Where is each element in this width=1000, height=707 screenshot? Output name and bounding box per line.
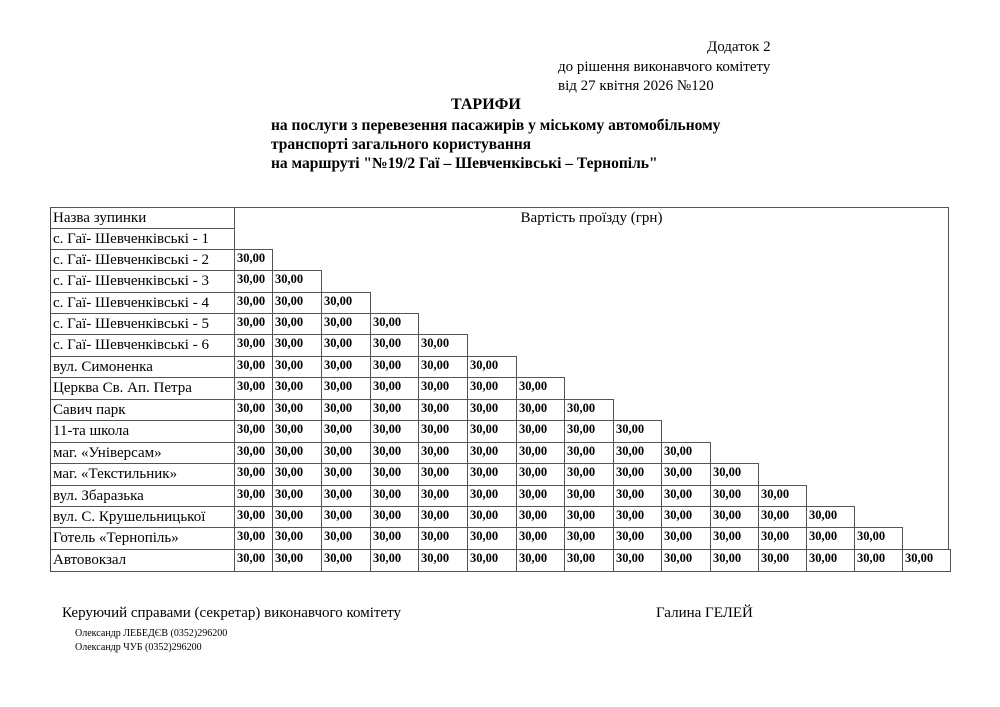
fare-cell: 30,00 — [661, 549, 711, 572]
stop-name-cell — [50, 334, 235, 357]
fare-cell: 30,00 — [234, 377, 273, 400]
fare-cell: 30,00 — [418, 549, 468, 572]
fare-cell: 30,00 — [234, 549, 273, 572]
stop-name: Церква Св. Ап. Петра — [53, 380, 192, 396]
stop-name-cell — [50, 377, 235, 400]
document-title: ТАРИФИ — [451, 96, 521, 113]
fare-cell: 30,00 — [234, 527, 273, 550]
fare-cell: 30,00 — [234, 485, 273, 507]
fare-cell: 30,00 — [418, 485, 468, 507]
fare-cell: 30,00 — [516, 506, 565, 528]
fare-cell: 30,00 — [272, 442, 322, 464]
fare-cell: 30,00 — [321, 356, 371, 378]
subtitle-line-1: на послуги з перевезення пасажирів у міському автомобільному — [271, 117, 721, 134]
stop-name: маг. «Текстильник» — [53, 466, 178, 482]
fare-cell: 30,00 — [564, 420, 614, 443]
fare-cell: 30,00 — [902, 549, 951, 572]
stop-name: вул. Симоненка — [53, 359, 153, 375]
stop-name: с. Гаї- Шевченківські - 5 — [53, 316, 209, 332]
fare-cell: 30,00 — [613, 549, 662, 572]
fare-cell: 30,00 — [710, 485, 759, 507]
fare-cell: 30,00 — [370, 334, 419, 357]
fare-cell: 30,00 — [370, 549, 419, 572]
fare-cell: 30,00 — [418, 356, 468, 378]
stop-name-cell — [50, 356, 235, 378]
fare-cell: 30,00 — [370, 485, 419, 507]
fare-cell: 30,00 — [516, 442, 565, 464]
fare-cell: 30,00 — [321, 527, 371, 550]
fare-cell: 30,00 — [661, 442, 711, 464]
fare-cell: 30,00 — [370, 420, 419, 443]
annex-decision: до рішення виконавчого комітету — [558, 59, 771, 75]
fare-cell: 30,00 — [710, 549, 759, 572]
stop-name: с. Гаї- Шевченківські - 2 — [53, 252, 209, 268]
fare-cell: 30,00 — [418, 420, 468, 443]
fare-cell: 30,00 — [272, 527, 322, 550]
fare-cell: 30,00 — [564, 485, 614, 507]
subtitle-line-2: транспорті загального користування — [271, 136, 532, 153]
fare-cell: 30,00 — [370, 399, 419, 421]
fare-cell: 30,00 — [418, 506, 468, 528]
fare-cell: 30,00 — [516, 399, 565, 421]
fare-cell: 30,00 — [758, 485, 807, 507]
annex-label: Додаток 2 — [707, 39, 771, 55]
fare-cell: 30,00 — [806, 549, 855, 572]
fare-cell: 30,00 — [418, 442, 468, 464]
fare-cell: 30,00 — [321, 485, 371, 507]
fare-cell: 30,00 — [234, 249, 273, 271]
fare-cell: 30,00 — [272, 356, 322, 378]
stop-name: с. Гаї- Шевченківські - 6 — [53, 337, 209, 353]
fare-cell: 30,00 — [613, 442, 662, 464]
stop-name-cell — [50, 399, 235, 421]
signatory-title: Керуючий справами (секретар) виконавчого комітету — [62, 605, 401, 621]
fare-cell: 30,00 — [661, 527, 711, 550]
fare-cell: 30,00 — [564, 399, 614, 421]
fare-cell: 30,00 — [272, 292, 322, 314]
fare-cell: 30,00 — [806, 506, 855, 528]
fare-cell: 30,00 — [321, 399, 371, 421]
fare-cell: 30,00 — [321, 313, 371, 335]
fare-cell: 30,00 — [613, 506, 662, 528]
stop-name: вул. Збаразька — [53, 488, 144, 504]
stop-name-cell — [50, 249, 235, 271]
stop-name: маг. «Універсам» — [53, 445, 162, 461]
column-header-fare — [234, 207, 949, 229]
fare-cell: 30,00 — [661, 463, 711, 486]
stop-name-cell — [50, 270, 235, 293]
contact-2: Олександр ЧУБ (0352)296200 — [75, 642, 202, 653]
fare-cell: 30,00 — [710, 506, 759, 528]
fare-cell: 30,00 — [234, 313, 273, 335]
fare-cell: 30,00 — [564, 463, 614, 486]
fare-cell: 30,00 — [370, 463, 419, 486]
fare-cell: 30,00 — [234, 270, 273, 293]
fare-cell: 30,00 — [234, 399, 273, 421]
fare-cell: 30,00 — [516, 485, 565, 507]
fare-cell: 30,00 — [564, 527, 614, 550]
fare-cell: 30,00 — [467, 356, 517, 378]
fare-cell: 30,00 — [272, 485, 322, 507]
stop-name-cell — [50, 549, 235, 572]
stop-name-cell — [50, 463, 235, 486]
stop-name: 11-та школа — [53, 423, 130, 439]
fare-cell: 30,00 — [234, 292, 273, 314]
fare-cell: 30,00 — [467, 485, 517, 507]
fare-cell: 30,00 — [321, 292, 371, 314]
fare-cell: 30,00 — [272, 399, 322, 421]
stop-name: Савич парк — [53, 402, 126, 418]
fare-cell: 30,00 — [321, 334, 371, 357]
fare-cell: 30,00 — [234, 420, 273, 443]
fare-cell: 30,00 — [272, 313, 322, 335]
fare-cell: 30,00 — [370, 377, 419, 400]
fare-cell: 30,00 — [516, 463, 565, 486]
stop-name: Автовокзал — [53, 552, 127, 568]
fare-cell: 30,00 — [661, 485, 711, 507]
fare-cell: 30,00 — [321, 377, 371, 400]
fare-cell: 30,00 — [758, 549, 807, 572]
fare-cell: 30,00 — [418, 463, 468, 486]
subtitle-line-3: на маршруті "№19/2 Гаї – Шевченківські – Тернопіль" — [271, 155, 658, 172]
fare-cell: 30,00 — [854, 527, 903, 550]
fare-cell: 30,00 — [234, 334, 273, 357]
fare-cell: 30,00 — [613, 463, 662, 486]
fare-cell: 30,00 — [234, 506, 273, 528]
fare-cell: 30,00 — [516, 420, 565, 443]
fare-cell: 30,00 — [272, 420, 322, 443]
fare-cell: 30,00 — [370, 506, 419, 528]
fare-cell: 30,00 — [272, 334, 322, 357]
fare-cell: 30,00 — [272, 270, 322, 293]
stop-name-cell — [50, 313, 235, 335]
fare-cell: 30,00 — [370, 527, 419, 550]
fare-cell: 30,00 — [321, 463, 371, 486]
fare-cell: 30,00 — [418, 377, 468, 400]
fare-cell: 30,00 — [467, 506, 517, 528]
fare-cell: 30,00 — [467, 377, 517, 400]
column-header-stop-name-text: Назва зупинки — [53, 210, 147, 226]
stop-name-cell — [50, 527, 235, 550]
fare-cell: 30,00 — [564, 549, 614, 572]
fare-cell: 30,00 — [613, 420, 662, 443]
fare-cell: 30,00 — [806, 527, 855, 550]
signatory-name: Галина ГЕЛЕЙ — [656, 605, 753, 621]
fare-cell: 30,00 — [467, 463, 517, 486]
fare-cell: 30,00 — [613, 527, 662, 550]
fare-cell: 30,00 — [516, 549, 565, 572]
fare-cell: 30,00 — [418, 334, 468, 357]
stop-name: с. Гаї- Шевченківські - 3 — [53, 273, 209, 289]
stop-name: вул. С. Крушельницької — [53, 509, 206, 525]
fare-cell: 30,00 — [516, 377, 565, 400]
stop-name-cell — [50, 506, 235, 528]
fare-cell: 30,00 — [758, 506, 807, 528]
fare-cell: 30,00 — [516, 527, 565, 550]
fare-cell: 30,00 — [321, 549, 371, 572]
stop-name-cell — [50, 292, 235, 314]
stop-name-cell — [50, 420, 235, 443]
fare-cell: 30,00 — [710, 527, 759, 550]
fare-cell: 30,00 — [467, 399, 517, 421]
fare-cell: 30,00 — [418, 527, 468, 550]
fare-cell: 30,00 — [854, 549, 903, 572]
fare-cell: 30,00 — [467, 442, 517, 464]
fare-cell: 30,00 — [321, 442, 371, 464]
stop-name-cell — [50, 442, 235, 464]
fare-cell: 30,00 — [272, 377, 322, 400]
fare-cell: 30,00 — [613, 485, 662, 507]
fare-cell: 30,00 — [370, 356, 419, 378]
fare-cell: 30,00 — [321, 506, 371, 528]
stop-name: Готель «Тернопіль» — [53, 530, 179, 546]
fare-cell: 30,00 — [564, 506, 614, 528]
annex-date: від 27 квітня 2026 №120 — [558, 78, 714, 94]
fare-cell: 30,00 — [467, 549, 517, 572]
stop-name-cell — [50, 228, 235, 250]
fare-cell: 30,00 — [661, 506, 711, 528]
column-header-stop-name — [50, 207, 235, 229]
fare-cell: 30,00 — [272, 463, 322, 486]
fare-cell: 30,00 — [418, 399, 468, 421]
fare-cell: 30,00 — [321, 420, 371, 443]
fare-cell: 30,00 — [272, 549, 322, 572]
fare-cell: 30,00 — [370, 313, 419, 335]
fare-cell: 30,00 — [758, 527, 807, 550]
fare-cell: 30,00 — [710, 463, 759, 486]
fare-cell: 30,00 — [234, 356, 273, 378]
stop-name: с. Гаї- Шевченківські - 1 — [53, 231, 209, 247]
fare-cell: 30,00 — [272, 506, 322, 528]
fare-cell: 30,00 — [234, 463, 273, 486]
fare-cell: 30,00 — [467, 527, 517, 550]
contact-1: Олександр ЛЕБЕДЄВ (0352)296200 — [75, 628, 228, 639]
fare-cell: 30,00 — [564, 442, 614, 464]
fare-cell: 30,00 — [467, 420, 517, 443]
fare-cell: 30,00 — [370, 442, 419, 464]
stop-name: с. Гаї- Шевченківські - 4 — [53, 295, 209, 311]
column-header-fare-text: Вартість проїзду (грн) — [520, 210, 663, 226]
fare-cell: 30,00 — [234, 442, 273, 464]
stop-name-cell — [50, 485, 235, 507]
